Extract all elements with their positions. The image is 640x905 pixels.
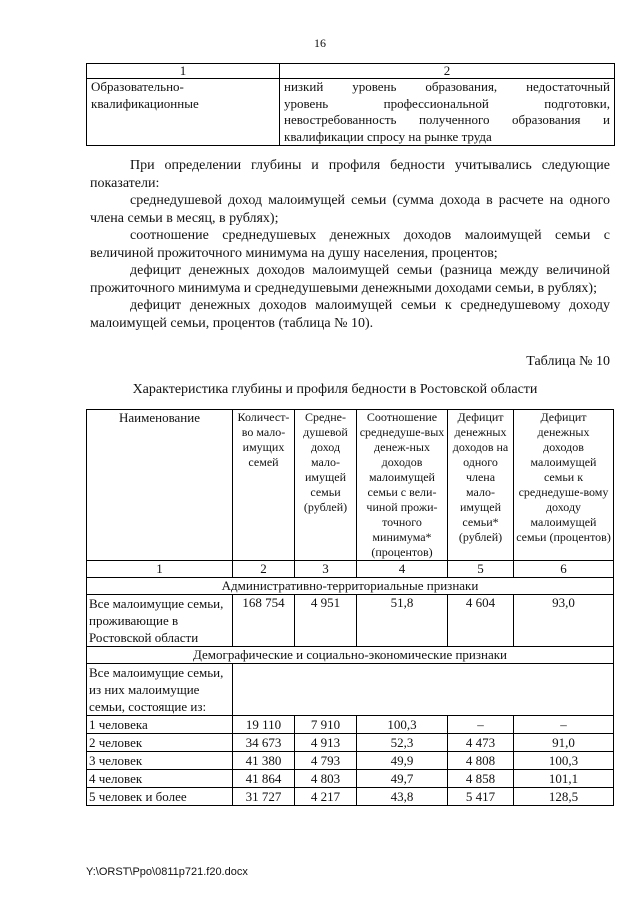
cell-value: 168 754: [233, 595, 295, 647]
cell-value: –: [514, 716, 614, 734]
cell-value: 43,8: [357, 788, 448, 806]
cell-value: –: [448, 716, 514, 734]
header-avg-income: Средне-душевой доход мало-имущей семьи (рублей): [295, 410, 357, 561]
cell-value: 4 858: [448, 770, 514, 788]
cell-value: 93,0: [514, 595, 614, 647]
cell-value: 7 910: [295, 716, 357, 734]
cell-value: 41 864: [233, 770, 295, 788]
indicators-text: [90, 157, 610, 332]
row-name: Все малоимущие семьи, проживающие в Ростовской области: [87, 595, 233, 647]
paragraph: дефицит денежных доходов малоимущей семьи к среднедушевому доходу малоимущей семьи, процентов (таблица № 10).: [90, 298, 610, 331]
file-path-footer: Y:\ORST\Ppo\0811p721.f20.docx: [86, 866, 248, 878]
cell-value: 128,5: [514, 788, 614, 806]
cell-value: 31 727: [233, 788, 295, 806]
cell-value: 49,9: [357, 752, 448, 770]
row-name: 1 человека: [87, 716, 233, 734]
section-header: Административно-территориальные признаки: [87, 578, 614, 595]
cell-value: 100,3: [357, 716, 448, 734]
table-title: Характеристика глубины и профиля бедности в Ростовской области: [132, 382, 538, 397]
row-name: 2 человек: [87, 734, 233, 752]
poverty-table: [86, 409, 614, 806]
cell-value: 4 803: [295, 770, 357, 788]
criteria-description-cell: [280, 79, 615, 146]
page-number: 16: [314, 36, 326, 50]
criteria-description-line: невостребованность полученного образования и: [284, 112, 610, 127]
cell-value: 5 417: [448, 788, 514, 806]
row-name: 4 человек: [87, 770, 233, 788]
column-number: 1: [87, 561, 233, 578]
column-header-1: 1: [87, 64, 280, 79]
criteria-name-line: квалификационные: [91, 95, 199, 111]
cell-value: 19 110: [233, 716, 295, 734]
cell-value: 51,8: [357, 595, 448, 647]
cell-value: 52,3: [357, 734, 448, 752]
table-label: Таблица № 10: [526, 354, 610, 369]
column-number: 3: [295, 561, 357, 578]
cell-value: 4 808: [448, 752, 514, 770]
row-name: 3 человек: [87, 752, 233, 770]
group-label: Все малоимущие семьи, из них малоимущие семьи, состоящие из:: [87, 664, 233, 716]
cell-value: 34 673: [233, 734, 295, 752]
cell-value: 100,3: [514, 752, 614, 770]
cell-value: 4 951: [295, 595, 357, 647]
header-name: Наименование: [87, 410, 233, 561]
criteria-name-line: Образовательно-: [91, 79, 184, 94]
column-number: 6: [514, 561, 614, 578]
paragraph: среднедушевой доход малоимущей семьи (сумма дохода в расчете на одного члена семьи в месяц, в рублях);: [90, 193, 610, 226]
cell-value: 41 380: [233, 752, 295, 770]
section-header: Демографические и социально-экономические признаки: [87, 647, 614, 664]
column-header-2: 2: [280, 64, 615, 79]
cell-value: 101,1: [514, 770, 614, 788]
column-number: 4: [357, 561, 448, 578]
criteria-description-line: квалификации спросу на рынке труда: [284, 128, 492, 144]
paragraph: соотношение среднедушевых денежных доходов малоимущей семьи с величиной прожиточного минимума на душу населения, процентов;: [90, 228, 610, 261]
header-families-count: Количест-во мало-имущих семей: [233, 410, 295, 561]
cell-value: 4 217: [295, 788, 357, 806]
criteria-description-line: низкий уровень образования, недостаточный: [284, 79, 610, 94]
column-number: 5: [448, 561, 514, 578]
header-income-ratio: Соотношение среднедуше-вых денеж-ных доходов малоимущей семьи с вели-чиной прожи-точного минимума* (процентов): [357, 410, 448, 561]
criteria-table: [86, 63, 615, 146]
header-deficit-per-member: Дефицит денежных доходов на одного члена мало-имущей семьи* (рублей): [448, 410, 514, 561]
cell-value: 4 473: [448, 734, 514, 752]
paragraph: дефицит денежных доходов малоимущей семьи (разница между величиной прожиточного минимума и среднедушевыми денежными доходами семьи, в рублях);: [90, 263, 610, 296]
empty-cell: [233, 664, 614, 716]
cell-value: 4 913: [295, 734, 357, 752]
cell-value: 4 793: [295, 752, 357, 770]
criteria-name-cell: [87, 79, 280, 146]
row-name: 5 человек и более: [87, 788, 233, 806]
criteria-description-line: уровень профессиональной подготовки,: [284, 95, 610, 111]
cell-value: 4 604: [448, 595, 514, 647]
paragraph: При определении глубины и профиля бедности учитывались следующие показатели:: [90, 158, 610, 191]
column-number: 2: [233, 561, 295, 578]
cell-value: 91,0: [514, 734, 614, 752]
cell-value: 49,7: [357, 770, 448, 788]
header-deficit-ratio: Дефицит денежных доходов малоимущей семьи к среднедуше-вому доходу малоимущей семьи (процентов): [514, 410, 614, 561]
